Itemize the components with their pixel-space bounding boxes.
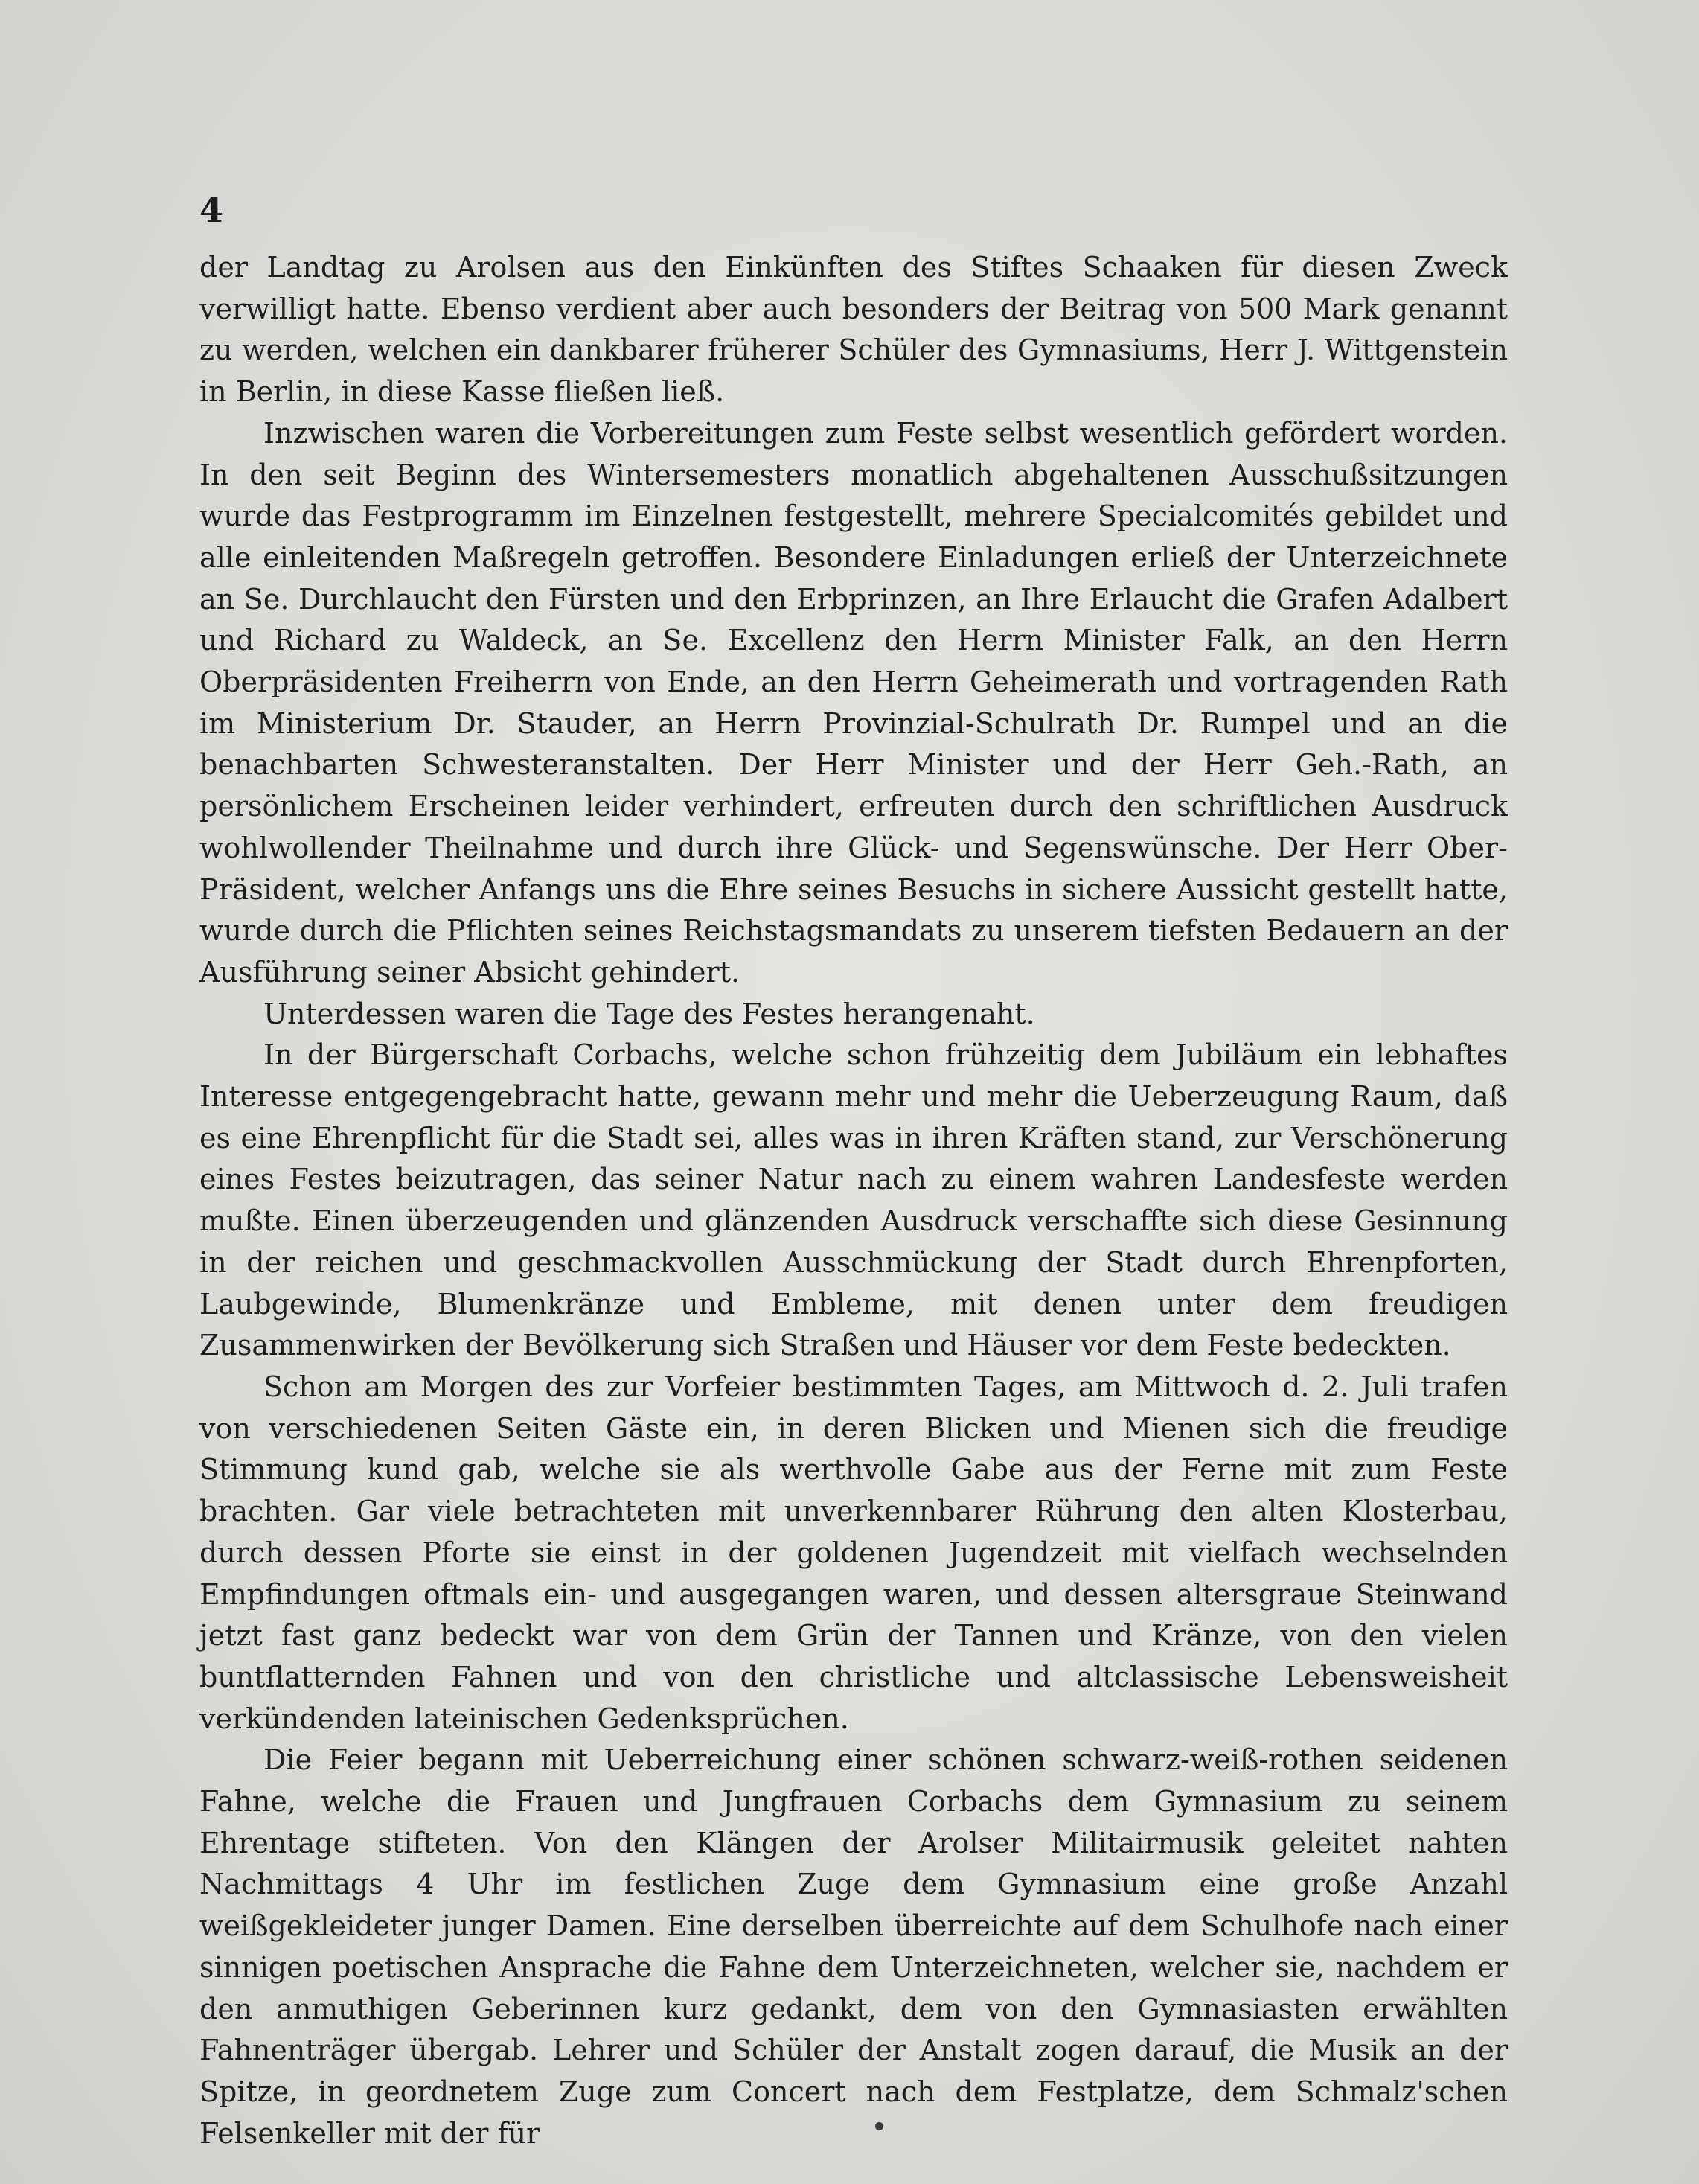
body-text xyxy=(199,247,1508,2154)
print-speck xyxy=(875,2122,883,2130)
paragraph-citizens: In der Bürgerschaft Corbachs, welche schon frühzeitig dem Jubiläum ein lebhaftes Interesse entgegengebracht hatte, gewann mehr und mehr die Ueberzeugung Raum, daß es eine Ehrenpflicht für die Stadt sei, alles was in ihren Kräften stand, zur Verschönerung eines Festes beizutragen, das seiner Natur nach zu einem wahren Landesfeste werden mußte. Einen überzeugenden und glänzenden Ausdruck verschaffte sich diese Gesinnung in der reichen und geschmackvollen Ausschmückung der Stadt durch Ehrenpforten, Laubgewinde, Blumenkränze und Embleme, mit denen unter dem freudigen Zusammenwirken der Bevölkerung sich Straßen und Häuser vor dem Feste bedeckten. xyxy=(199,1038,1508,1362)
paragraph-festival-approach: Unterdessen waren die Tage des Festes herangenaht. xyxy=(263,997,1035,1030)
paragraph-guests: Schon am Morgen des zur Vorfeier bestimmten Tages, am Mittwoch d. 2. Juli trafen von verschiedenen Seiten Gäste ein, in deren Blicken und Mienen sich die freudige Stimmung kund gab, welche sie als werthvolle Gabe aus der Ferne mit zum Feste brachten. Gar viele betrachteten mit unverkennbarer Rührung den alten Klosterbau, durch dessen Pforte sie einst in der goldenen Jugendzeit mit vielfach wechselnden Empfindungen oftmals ein- und ausgegangen waren, und dessen altersgraue Steinwand jetzt fast ganz bedeckt war von dem Grün der Tannen und Kränze, von den vielen buntflatternden Fahnen und von den christliche und altclassische Lebensweisheit verkündenden lateinischen Gedenksprüchen. xyxy=(199,1370,1508,1735)
page-number: 4 xyxy=(199,190,224,230)
paragraph-continued: der Landtag zu Arolsen aus den Einkünften des Stiftes Schaaken für diesen Zweck verwilligt hatte. Ebenso verdient aber auch besonders der Beitrag von 500 Mark genannt zu werden, welchen ein dankbarer früherer Schüler des Gymnasiums, Herr J. Wittgenstein in Berlin, in diese Kasse fließen ließ. xyxy=(199,251,1508,409)
paragraph-preparations: Inzwischen waren die Vorbereitungen zum Feste selbst wesentlich gefördert worden. In den seit Beginn des Wintersemesters monatlich abgehaltenen Ausschußsitzungen wurde das Festprogramm im Einzelnen festgestellt, mehrere Specialcomités gebildet und alle einleitenden Maßregeln getroffen. Besondere Einladungen erließ der Unterzeichnete an Se. Durchlaucht den Fürsten und den Erbprinzen, an Ihre Erlaucht die Grafen Adalbert und Richard zu Waldeck, an Se. Excellenz den Herrn Minister Falk, an den Herrn Oberpräsidenten Freiherrn von Ende, an den Herrn Geheimerath und vortragenden Rath im Ministerium Dr. Stauder, an Herrn Provinzial-Schulrath Dr. Rumpel und an die benachbarten Schwesteranstalten. Der Herr Minister und der Herr Geh.-Rath, an persönlichem Erscheinen leider verhindert, erfreuten durch den schriftlichen Ausdruck wohlwollender Theilnahme und durch ihre Glück- und Segenswünsche. Der Herr Ober-Präsident, welcher Anfangs uns die Ehre seines Besuchs in sichere Aussicht gestellt hatte, wurde durch die Pflichten seines Reichstagsmandats zu unserem tiefsten Bedauern an der Ausführung seiner Absicht gehindert. xyxy=(199,416,1508,989)
paragraph-flag-ceremony: Die Feier begann mit Ueberreichung einer schönen schwarz-weiß-rothen seidenen Fahne, welche die Frauen und Jungfrauen Corbachs dem Gymnasium zu seinem Ehrentage stifteten. Von den Klängen der Arolser Militairmusik geleitet nahten Nachmittags 4 Uhr im festlichen Zuge dem Gymnasium eine große Anzahl weißgekleideter junger Damen. Eine derselben überreichte auf dem Schulhofe nach einer sinnigen poetischen Ansprache die Fahne dem Unterzeichneten, welcher sie, nachdem er den anmuthigen Geberinnen kurz gedankt, dem von den Gymnasiasten erwählten Fahnenträger übergab. Lehrer und Schüler der Anstalt zogen darauf, die Musik an der Spitze, in geordnetem Zuge zum Concert nach dem Festplatze, dem Schmalz'schen Felsenkeller mit der für xyxy=(199,1743,1508,2150)
